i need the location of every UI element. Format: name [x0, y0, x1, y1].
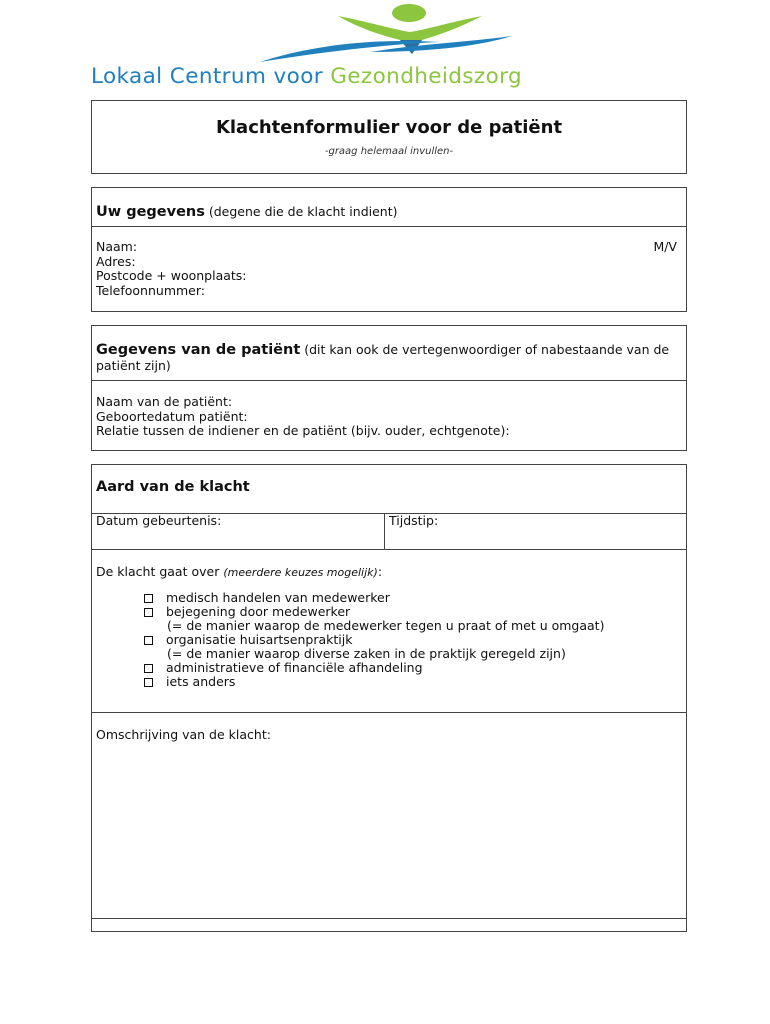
field-patient-name[interactable]: Naam van de patiënt: — [96, 394, 233, 409]
field-postcode-city[interactable]: Postcode + woonplaats: — [96, 268, 247, 283]
section-patient-details — [91, 325, 687, 451]
section-your-details — [91, 187, 687, 312]
logo-figure-icon — [250, 2, 520, 68]
section-title: Aard van de klacht — [96, 479, 250, 495]
question-note: (meerdere keuzes mogelijk) — [223, 566, 378, 579]
checkbox-icon[interactable] — [144, 594, 153, 603]
field-time[interactable]: Tijdstip: — [389, 513, 439, 528]
field-list — [92, 381, 686, 439]
option-label: organisatie huisartsenpraktijk — [166, 632, 353, 647]
logo — [0, 0, 770, 100]
option-label: iets anders — [166, 674, 236, 689]
option-label: bejegening door medewerker — [166, 604, 351, 619]
logo-text — [91, 64, 522, 89]
section-title: Uw gegevens — [96, 204, 205, 220]
section-complaint — [91, 464, 687, 932]
checkbox-icon[interactable] — [144, 664, 153, 673]
gender-field[interactable]: M/V — [653, 239, 677, 254]
option-item[interactable] — [142, 675, 686, 689]
option-item[interactable] — [142, 591, 686, 605]
page-subtitle: -graag helemaal invullen- — [324, 146, 454, 157]
section-heading — [92, 465, 686, 513]
section-note: (degene die de klacht indient) — [208, 204, 398, 219]
option-item[interactable] — [142, 633, 686, 647]
field-birthdate[interactable]: Geboortedatum patiënt: — [96, 408, 248, 424]
description-label: Omschrijving van de klacht: — [96, 727, 271, 742]
checkbox-icon[interactable] — [144, 678, 153, 687]
field-name[interactable]: Naam: — [96, 239, 138, 254]
section-heading — [92, 326, 686, 380]
description-area[interactable] — [92, 712, 686, 918]
field-list — [92, 227, 686, 298]
field-address[interactable]: Adres: — [96, 253, 136, 269]
field-relation[interactable]: Relatie tussen de indiener en de patiënt (bijv. ouder, echtgenote): — [96, 423, 510, 438]
checkbox-icon[interactable] — [144, 636, 153, 645]
option-detail: (= de manier waarop diverse zaken in de praktijk geregeld zijn) — [167, 646, 566, 661]
field-event-date[interactable]: Datum gebeurtenis: — [92, 514, 385, 549]
section-title: Gegevens van de patiënt — [96, 342, 301, 358]
option-item[interactable] — [142, 661, 686, 675]
option-item[interactable] — [142, 605, 686, 619]
option-list — [142, 591, 686, 689]
complaint-question — [92, 550, 686, 579]
section-note: (dit kan ook de vertegenwoordiger of nabestaande van de patiënt zijn) — [96, 342, 670, 373]
logo-text-part1: Lokaal Centrum voor — [91, 64, 323, 89]
option-label: administratieve of financiële afhandeling — [166, 660, 423, 675]
checkbox-icon[interactable] — [144, 608, 153, 617]
section-heading — [92, 188, 686, 226]
logo-text-part2: Gezondheidszorg — [330, 64, 523, 89]
question-text: De klacht gaat over — [96, 564, 220, 579]
date-time-row — [92, 513, 686, 549]
divider — [92, 918, 686, 919]
page-title: Klachtenformulier voor de patiënt — [215, 117, 563, 138]
complaint-type — [92, 549, 686, 712]
field-phone[interactable]: Telefoonnummer: — [96, 282, 206, 298]
question-colon: : — [377, 564, 383, 579]
option-label: medisch handelen van medewerker — [166, 590, 390, 605]
option-detail: (= de manier waarop de medewerker tegen u praat of met u omgaat) — [167, 618, 605, 633]
title-box — [91, 100, 687, 174]
